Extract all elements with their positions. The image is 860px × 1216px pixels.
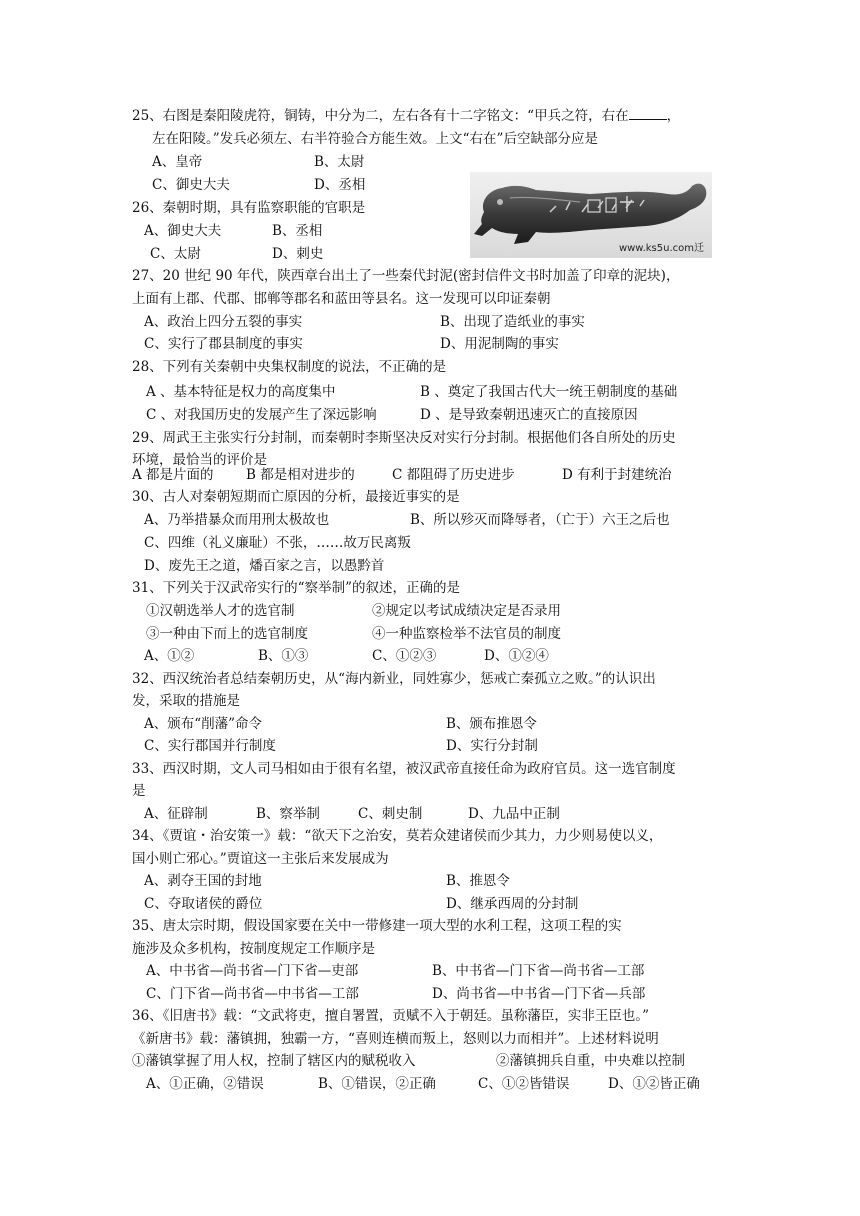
question-31-statement-2: ②规定以考试成绩决定是否录用 (372, 603, 561, 619)
question-32-option-d: D、实行分封制 (446, 738, 538, 754)
question-26-option-a: A、御史大夫 (144, 223, 222, 239)
question-28-option-d: D 、是导致秦朝迅速灭亡的直接原因 (420, 407, 638, 423)
q25-text-a: 25、右图是秦阳陵虎符，铜铸，中分为二，左右各有十二字铭文：“甲兵之符，右在 (132, 108, 629, 124)
tiger-tally-figure (470, 172, 712, 258)
question-27-option-d: D、用泥制陶的事实 (440, 336, 559, 352)
question-35-option-a: A、中书省—尚书省—门下省—吏部 (146, 963, 359, 979)
question-25-option-a: A、皇帝 (152, 154, 203, 170)
question-31-statement-1: ①汉朝选举人才的选官制 (146, 603, 295, 619)
question-25-option-b: B、太尉 (314, 154, 365, 170)
question-36-stem-line1: 36、《旧唐书》载：“文武将吏，擅自署置，贡赋不入于朝廷。虽称藩臣，实非王臣也。” (132, 1008, 649, 1024)
question-25-stem-line2: 左在阳陵。”发兵必须左、右半符验合方能生效。上文“右在”后空缺部分应是 (152, 131, 598, 147)
question-29-option-d: D 有利于封建统治 (562, 467, 672, 483)
question-26-option-c: C、太尉 (150, 246, 201, 262)
question-36-option-b: B、①错误，②正确 (318, 1076, 436, 1092)
question-34-option-d: D、继承西周的分封制 (446, 896, 579, 912)
question-36-option-c: C、①②皆错误 (478, 1076, 570, 1092)
watermark: www.ks5u.com迁 (618, 243, 704, 254)
question-28-option-b: B 、奠定了我国古代大一统王朝制度的基础 (420, 384, 678, 400)
question-33-option-a: A、征辟制 (144, 806, 208, 822)
question-31-option-c: C、①②③ (372, 648, 437, 664)
question-33-option-d: D、九品中正制 (468, 806, 560, 822)
question-35-stem-line2: 施涉及众多机构，按制度规定工作顺序是 (132, 941, 375, 957)
question-30-option-a: A、乃举措暴众而用刑太极故也 (144, 512, 330, 528)
question-27-option-b: B、出现了造纸业的事实 (440, 314, 585, 330)
question-34-option-b: B、推恩令 (446, 873, 510, 889)
question-25-option-c: C、御史大夫 (152, 177, 230, 193)
question-33-stem-line2: 是 (132, 783, 146, 799)
question-29-option-c: C 都阻碍了历史进步 (392, 467, 515, 483)
question-32-option-b: B、颁布推恩令 (446, 716, 537, 732)
question-36-stem-line2: 《新唐书》载：藩镇拥，独霸一方，“喜则连横而叛上，怒则以力而相并”。上述材料说明 (132, 1031, 659, 1047)
question-30-stem: 30、古人对秦朝短期而亡原因的分析，最接近事实的是 (132, 489, 460, 505)
question-32-stem-line2: 发，采取的措施是 (132, 693, 240, 709)
question-35-option-b: B、中书省—门下省—尚书省—工部 (432, 963, 645, 979)
question-34-option-a: A、剥夺王国的封地 (144, 873, 262, 889)
question-31-option-a: A、①② (144, 648, 195, 664)
question-35-stem-line1: 35、唐太宗时期，假设国家要在关中一带修建一项大型的水利工程，这项工程的实 (132, 918, 622, 934)
question-36-option-a: A、①正确，②错误 (146, 1076, 264, 1092)
q25-text-b: ， (666, 108, 681, 124)
question-30-option-b: B、所以殄灭而降辱者，（亡于）六王之后也 (410, 512, 670, 528)
question-36-statement-1: ①藩镇掌握了用人权，控制了辖区内的赋税收入 (132, 1053, 416, 1069)
question-28-option-a: A 、基本特征是权力的高度集中 (146, 384, 336, 400)
question-26-stem: 26、秦朝时期，具有监察职能的官职是 (132, 200, 366, 216)
question-33-stem-line1: 33、西汉时期，文人司马相如由于很有名望，被汉武帝直接任命为政府官员。这一选官制度 (132, 761, 676, 777)
question-31-statement-3: ③一种由下而上的选官制度 (146, 626, 308, 642)
question-33-option-c: C、刺史制 (358, 806, 423, 822)
question-30-option-d: D、废先王之道，燔百家之言，以愚黔首 (144, 558, 385, 574)
question-32-stem-line1: 32、西汉统治者总结秦朝历史，从“海内新业，同姓寡少，惩戒亡秦孤立之败。”的认识出 (132, 671, 656, 687)
question-36-statement-2: ②藩镇拥兵自重，中央难以控制 (496, 1053, 685, 1069)
question-33-option-b: B、察举制 (256, 806, 320, 822)
question-28-stem: 28、下列有关秦朝中央集权制度的说法，不正确的是 (132, 359, 447, 375)
question-30-option-c: C、四维（礼义廉耻）不张，……故万民离叛 (144, 535, 411, 551)
question-34-stem-line1: 34、《贾谊・治安策一》载：“欲天下之治安，莫若众建诸侯而少其力，力少则易使以义， (132, 828, 663, 844)
question-25-option-d: D、丞相 (314, 177, 366, 193)
question-35-option-d: D、尚书省—中书省—门下省—兵部 (432, 986, 646, 1002)
question-27-stem-line2: 上面有上郡、代郡、邯郸等郡名和蓝田等县名。这一发现可以印证秦朝 (132, 291, 551, 307)
question-25-stem-line1 (132, 106, 680, 126)
question-27-stem-line1: 27、20 世纪 90 年代，陕西章台出土了一些秦代封泥(密封信件文书时加盖了印章的泥块)， (132, 268, 680, 284)
question-31-option-b: B、①③ (258, 648, 309, 664)
question-27-option-c: C、实行了郡县制度的事实 (144, 336, 303, 352)
question-29-stem-line1: 29、周武王主张实行分封制，而秦朝时李斯坚决反对实行分封制。根据他们各自所处的历史 (132, 430, 676, 446)
question-27-option-a: A、政治上四分五裂的事实 (144, 314, 303, 330)
question-31-option-d: D、①②④ (484, 648, 549, 664)
question-29-option-b: B 都是相对进步的 (246, 467, 355, 483)
question-29-option-a: A 都是片面的 (132, 467, 214, 483)
question-32-option-a: A、颁布“削藩”命令 (144, 716, 263, 732)
question-29-stem-line2: 环境，最恰当的评价是 (132, 452, 267, 468)
question-28-option-c: C 、对我国历史的发展产生了深远影响 (146, 407, 377, 423)
question-26-option-b: B、丞相 (272, 223, 323, 239)
question-32-option-c: C、实行郡国并行制度 (144, 738, 276, 754)
question-26-option-d: D、刺史 (272, 246, 324, 262)
question-34-option-c: C、夺取诸侯的爵位 (144, 896, 263, 912)
question-31-stem: 31、下列关于汉武帝实行的“察举制”的叙述，正确的是 (132, 580, 460, 596)
question-31-statement-4: ④一种监察检举不法官员的制度 (372, 626, 561, 642)
question-35-option-c: C、门下省—尚书省—中书省—工部 (146, 986, 359, 1002)
question-36-option-d: D、①②皆正确 (608, 1076, 700, 1092)
answer-blank (629, 106, 667, 120)
question-34-stem-line2: 国小则亡邪心。”贾谊这一主张后来发展成为 (132, 851, 389, 867)
